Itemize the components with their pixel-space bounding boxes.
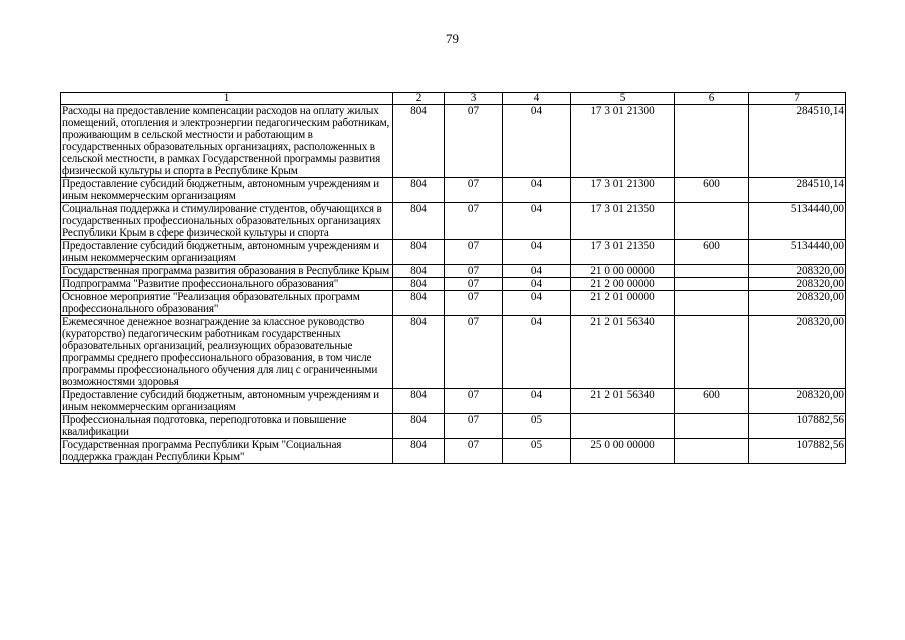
row-section: 07 — [445, 203, 503, 240]
row-subsection: 05 — [503, 439, 571, 464]
table-row — [61, 278, 846, 291]
row-name: Государственная программа Республики Крым "Социальная поддержка граждан Республики Крым" — [61, 439, 393, 464]
row-subsection: 04 — [503, 203, 571, 240]
row-target: 21 2 01 56340 — [571, 316, 675, 389]
row-target: 17 3 01 21300 — [571, 178, 675, 203]
row-subsection: 04 — [503, 178, 571, 203]
row-expense-type — [675, 203, 749, 240]
row-target: 17 3 01 21350 — [571, 240, 675, 265]
table-row — [61, 389, 846, 414]
row-section: 07 — [445, 439, 503, 464]
budget-table — [60, 92, 846, 464]
row-expense-type — [675, 265, 749, 278]
row-ministry: 804 — [393, 240, 445, 265]
row-ministry: 804 — [393, 105, 445, 178]
table-row — [61, 203, 846, 240]
row-target: 21 2 00 00000 — [571, 278, 675, 291]
row-target: 21 2 01 00000 — [571, 291, 675, 316]
row-ministry: 804 — [393, 265, 445, 278]
row-amount: 284510,14 — [749, 178, 846, 203]
row-amount: 107882,56 — [749, 439, 846, 464]
row-amount: 208320,00 — [749, 278, 846, 291]
row-expense-type — [675, 291, 749, 316]
row-name: Ежемесячное денежное вознаграждение за классное руководство (кураторство) педагогическим работникам государственных образовательных организаций, реализующих образовательные программы среднего профессионального образования, в том числе программы профессионального обучения для лиц с ограниченными возможностями здоровья — [61, 316, 393, 389]
row-amount: 208320,00 — [749, 291, 846, 316]
row-ministry: 804 — [393, 178, 445, 203]
row-name: Предоставление субсидий бюджетным, автономным учреждениям и иным некоммерческим организациям — [61, 178, 393, 203]
row-amount: 107882,56 — [749, 414, 846, 439]
row-subsection: 04 — [503, 265, 571, 278]
row-expense-type: 600 — [675, 240, 749, 265]
row-name: Государственная программа развития образования в Республике Крым — [61, 265, 393, 278]
row-target: 17 3 01 21350 — [571, 203, 675, 240]
row-name: Социальная поддержка и стимулирование студентов, обучающихся в государственных профессиональных образовательных организациях Республики Крым в сфере физической культуры и спорта — [61, 203, 393, 240]
row-section: 07 — [445, 414, 503, 439]
table-row — [61, 414, 846, 439]
row-expense-type — [675, 278, 749, 291]
row-name: Предоставление субсидий бюджетным, автономным учреждениям и иным некоммерческим организациям — [61, 240, 393, 265]
row-amount: 208320,00 — [749, 265, 846, 278]
row-amount: 5134440,00 — [749, 240, 846, 265]
row-section: 07 — [445, 178, 503, 203]
header-cell-col2: 2 — [393, 93, 445, 105]
row-ministry: 804 — [393, 414, 445, 439]
row-expense-type — [675, 105, 749, 178]
row-ministry: 804 — [393, 389, 445, 414]
row-expense-type: 600 — [675, 178, 749, 203]
row-subsection: 04 — [503, 240, 571, 265]
row-expense-type — [675, 414, 749, 439]
header-cell-col6: 6 — [675, 93, 749, 105]
row-name: Профессиональная подготовка, переподготовка и повышение квалификации — [61, 414, 393, 439]
row-section: 07 — [445, 240, 503, 265]
row-subsection: 05 — [503, 414, 571, 439]
header-row — [61, 93, 846, 105]
row-amount: 5134440,00 — [749, 203, 846, 240]
row-section: 07 — [445, 291, 503, 316]
page-number: 79 — [446, 31, 459, 46]
row-expense-type: 600 — [675, 389, 749, 414]
row-target: 21 0 00 00000 — [571, 265, 675, 278]
row-amount: 208320,00 — [749, 389, 846, 414]
row-ministry: 804 — [393, 291, 445, 316]
row-ministry: 804 — [393, 439, 445, 464]
row-subsection: 04 — [503, 278, 571, 291]
row-target: 17 3 01 21300 — [571, 105, 675, 178]
row-amount: 284510,14 — [749, 105, 846, 178]
row-name: Подпрограмма "Развитие профессионального образования" — [61, 278, 393, 291]
row-target — [571, 414, 675, 439]
header-cell-col7: 7 — [749, 93, 846, 105]
row-section: 07 — [445, 278, 503, 291]
row-ministry: 804 — [393, 203, 445, 240]
row-section: 07 — [445, 316, 503, 389]
header-cell-col3: 3 — [445, 93, 503, 105]
row-target: 21 2 01 56340 — [571, 389, 675, 414]
row-section: 07 — [445, 265, 503, 278]
row-ministry: 804 — [393, 278, 445, 291]
row-name: Расходы на предоставление компенсации расходов на оплату жилых помещений, отопления и электроэнергии педагогическим работникам, проживающим в сельской местности и работающим в государственных образовательных организациях, расположенных в сельской местности, в рамках Государственной программы развития физической культуры и спорта в Республике Крым — [61, 105, 393, 178]
row-subsection: 04 — [503, 291, 571, 316]
row-name: Предоставление субсидий бюджетным, автономным учреждениям и иным некоммерческим организациям — [61, 389, 393, 414]
table-row — [61, 240, 846, 265]
table-row — [61, 316, 846, 389]
row-expense-type — [675, 439, 749, 464]
row-expense-type — [675, 316, 749, 389]
row-subsection: 04 — [503, 389, 571, 414]
table-row — [61, 439, 846, 464]
row-ministry: 804 — [393, 316, 445, 389]
row-name: Основное мероприятие "Реализация образовательных программ профессионального образования" — [61, 291, 393, 316]
table-row — [61, 265, 846, 278]
table-row — [61, 178, 846, 203]
row-section: 07 — [445, 389, 503, 414]
header-cell-col5: 5 — [571, 93, 675, 105]
table-row — [61, 105, 846, 178]
header-cell-col4: 4 — [503, 93, 571, 105]
row-amount: 208320,00 — [749, 316, 846, 389]
header-cell-col1: 1 — [61, 93, 393, 105]
row-subsection: 04 — [503, 316, 571, 389]
row-target: 25 0 00 00000 — [571, 439, 675, 464]
row-subsection: 04 — [503, 105, 571, 178]
table-row — [61, 291, 846, 316]
row-section: 07 — [445, 105, 503, 178]
